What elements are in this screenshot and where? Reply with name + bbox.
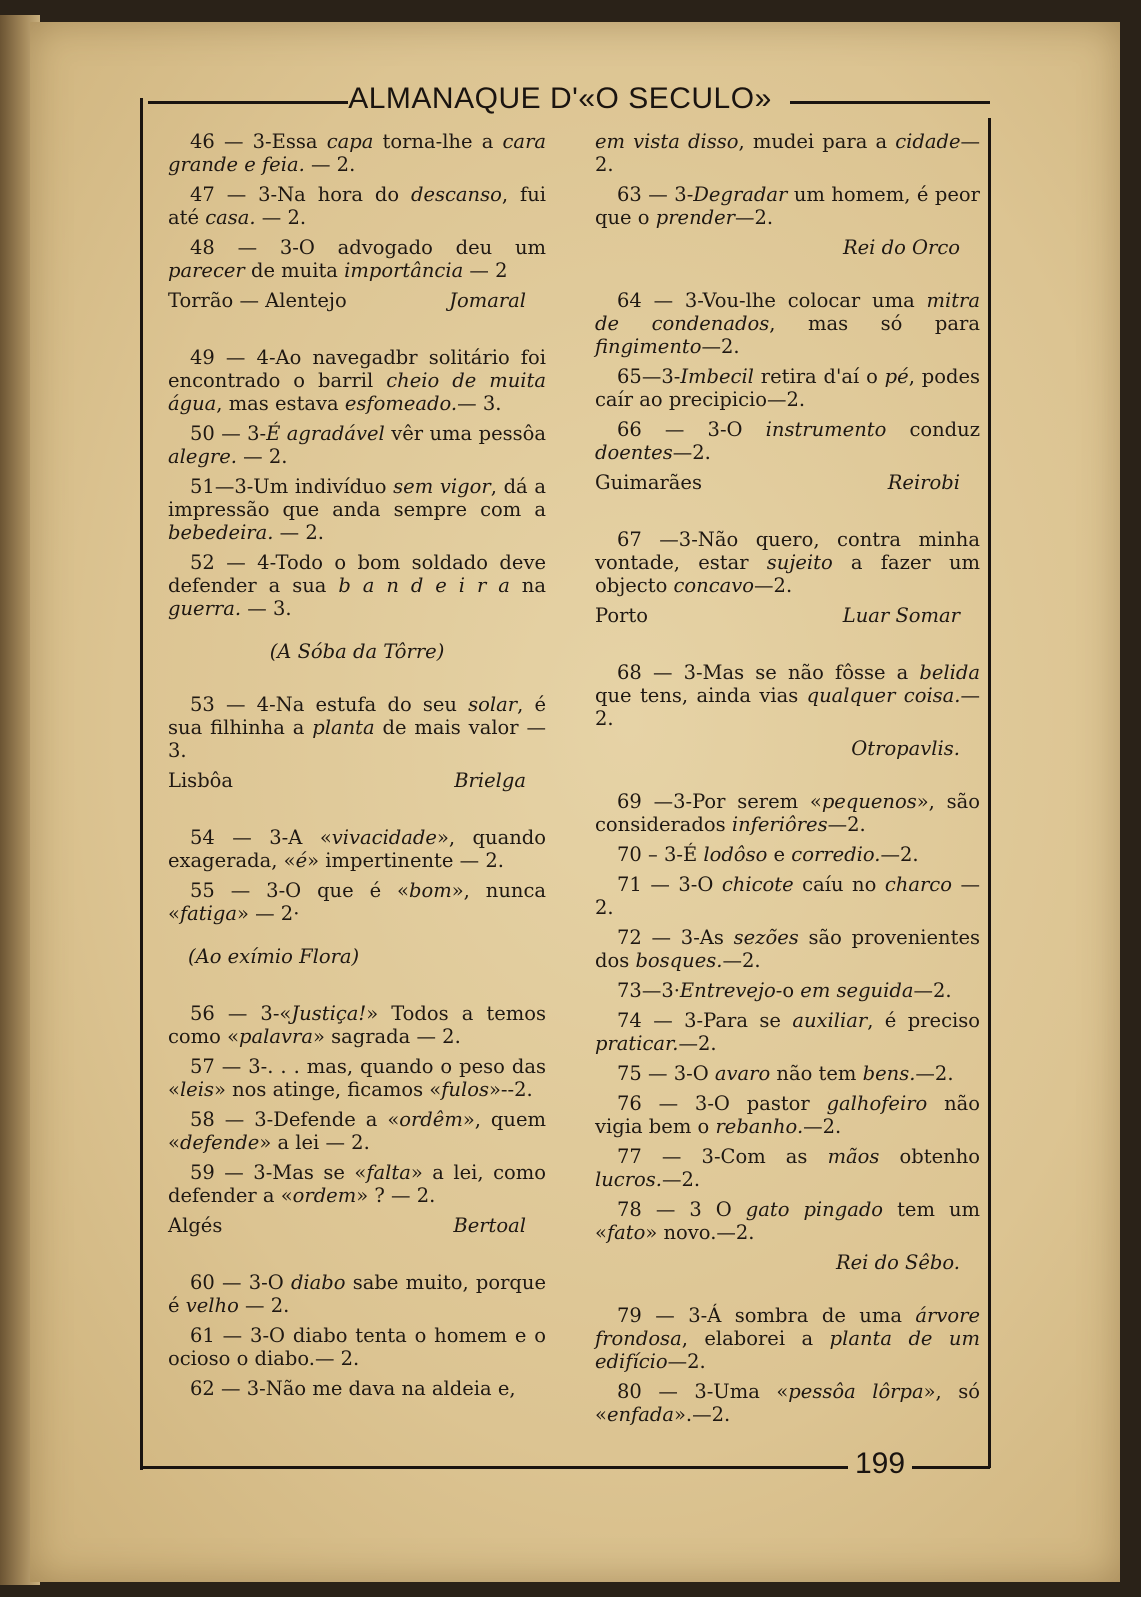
puzzle-entry: 55 — 3-O que é «bom», nunca «fatiga» — 2·: [168, 879, 546, 925]
puzzle-entry: 54 — 3-A «vivacidade», quando exagerada, «é» impertinente — 2.: [168, 826, 546, 872]
puzzle-entry: 50 — 3-É agradável vêr uma pessôa alegre. — 2.: [168, 422, 546, 468]
signature-name: Luar Somar: [842, 604, 960, 627]
puzzle-entry: 62 — 3-Não me dava na aldeia e,: [190, 1377, 516, 1400]
signature-place: Lisbôa: [168, 769, 234, 792]
puzzle-entry: 67 —3-Não quero, contra minha vontade, estar sujeito a fazer um objecto concavo—2.: [595, 528, 980, 597]
puzzle-entry: 49 — 4-Ao navegadbr solitário foi encontrado o barril cheio de muita água, mas estava esfomeado.— 3.: [168, 346, 546, 415]
puzzle-entry: 77 — 3-Com as mãos obtenho lucros.—2.: [595, 1145, 981, 1191]
signature-name: Jomaral: [449, 289, 526, 312]
puzzle-entry: 79 — 3-Á sombra de uma árvore frondosa, elaborei a planta de um edifício—2.: [595, 1304, 980, 1373]
signature-place: Torrão — Alentejo: [168, 289, 347, 312]
puzzle-entry: 56 — 3-«Justiça!» Todos a temos como «palavra» sagrada — 2.: [168, 1002, 546, 1048]
puzzle-entry: 48 — 3-O advogado deu um parecer de muita importância — 2: [168, 236, 546, 282]
puzzle-entry: 47 — 3-Na hora do descanso, fui até casa. — 2.: [168, 183, 546, 229]
author-signature: [168, 769, 546, 792]
puzzle-entry: 60 — 3-O diabo sabe muito, porque é velho — 2.: [168, 1271, 546, 1317]
puzzle-entry: 71 — 3-O chicote caíu no charco — 2.: [595, 873, 980, 919]
signature-name: Brielga: [454, 769, 526, 792]
puzzle-entry: 61 — 3-O diabo tenta o homem e o ocioso o diabo.— 2.: [168, 1324, 546, 1370]
frame-right-line: [988, 118, 991, 1468]
puzzle-entry: 58 — 3-Defende a «ordêm», quem «defende» a lei — 2.: [168, 1108, 546, 1154]
puzzle-entry: 75 — 3-O avaro não tem bens.—2.: [617, 1062, 954, 1085]
puzzle-entry: em vista disso, mudei para a cidade—2.: [595, 130, 981, 176]
puzzle-entry: 53 — 4-Na estufa do seu solar, é sua filhinha a planta de mais valor — 3.: [168, 693, 546, 762]
puzzle-entry: 69 —3-Por serem «pequenos», são considerados inferiôres—2.: [595, 790, 980, 836]
author-signature: (Ao exímio Flora): [188, 945, 360, 968]
signature-place: Algés: [168, 1214, 223, 1237]
puzzle-entry: 72 — 3-As sezões são provenientes dos bosques.—2.: [595, 926, 980, 972]
puzzle-entry: 74 — 3-Para se auxiliar, é preciso praticar.—2.: [595, 1009, 981, 1055]
puzzle-entry: 51—3-Um indivíduo sem vigor, dá a impressão que anda sempre com a bebedeira. — 2.: [168, 475, 546, 544]
author-signature: [168, 289, 546, 312]
footer-rule-right: [912, 1466, 990, 1469]
left-column: [168, 130, 546, 1407]
author-signature: [168, 1214, 546, 1237]
puzzle-entry: 46 — 3-Essa capa torna-lhe a cara grande e feia. — 2.: [168, 130, 547, 176]
puzzle-entry: 80 — 3-Uma «pessôa lôrpa», só «enfada».—2.: [595, 1380, 980, 1426]
puzzle-entry: 66 — 3-O instrumento conduz doentes—2.: [595, 418, 980, 464]
puzzle-entry: 68 — 3-Mas se não fôsse a belida que tens, ainda vias qualquer coisa.—2.: [595, 661, 981, 730]
author-signature: Rei do Sêbo.: [835, 1251, 960, 1274]
puzzle-entry: 57 — 3-. . . mas, quando o peso das «leis» nos atinge, ficamos «fulos»--2.: [168, 1055, 546, 1101]
signature-name: Bertoal: [453, 1214, 526, 1237]
puzzle-entry: 70 – 3-É lodôso e corredio.—2.: [617, 843, 919, 866]
puzzle-entry: 76 — 3-O pastor galhofeiro não vigia bem o rebanho.—2.: [595, 1092, 981, 1138]
puzzle-entry: 59 — 3-Mas se «falta» a lei, como defender a «ordem» ? — 2.: [168, 1161, 546, 1207]
puzzle-entry: 65—3-Imbecil retira d'aí o pé, podes caír ao precipicio—2.: [595, 365, 981, 411]
footer-rule-left: [140, 1466, 848, 1469]
author-signature: (A Sóba da Tôrre): [269, 640, 445, 663]
author-signature: Rei do Orco: [842, 236, 960, 259]
author-signature: Otropavlis.: [851, 737, 960, 760]
author-signature: [595, 604, 980, 627]
puzzle-entry: 73—3·Entrevejo-o em seguida—2.: [617, 979, 952, 1002]
right-column: [595, 130, 980, 1433]
puzzle-entry: 64 — 3-Vou-lhe colocar uma mitra de condenados, mas só para fingimento—2.: [595, 289, 980, 358]
frame-left-line: [140, 98, 143, 1470]
puzzle-entry: 78 — 3 O gato pingado tem um «fato» novo.—2.: [595, 1198, 980, 1244]
header-rule-right: [790, 101, 990, 104]
signature-place: Porto: [595, 604, 648, 627]
signature-name: Reirobi: [887, 471, 960, 494]
page-number: 199: [854, 1447, 906, 1480]
puzzle-entry: 52 — 4-Todo o bom soldado deve defender a sua b a n d e i r a na guerra. — 3.: [168, 551, 546, 620]
author-signature: [595, 471, 980, 494]
signature-place: Guimarães: [595, 471, 702, 494]
running-header: ALMANAQUE D'«O SECULO»: [348, 82, 772, 115]
puzzle-entry: 63 — 3-Degradar um homem, é peor que o prender—2.: [595, 183, 980, 229]
